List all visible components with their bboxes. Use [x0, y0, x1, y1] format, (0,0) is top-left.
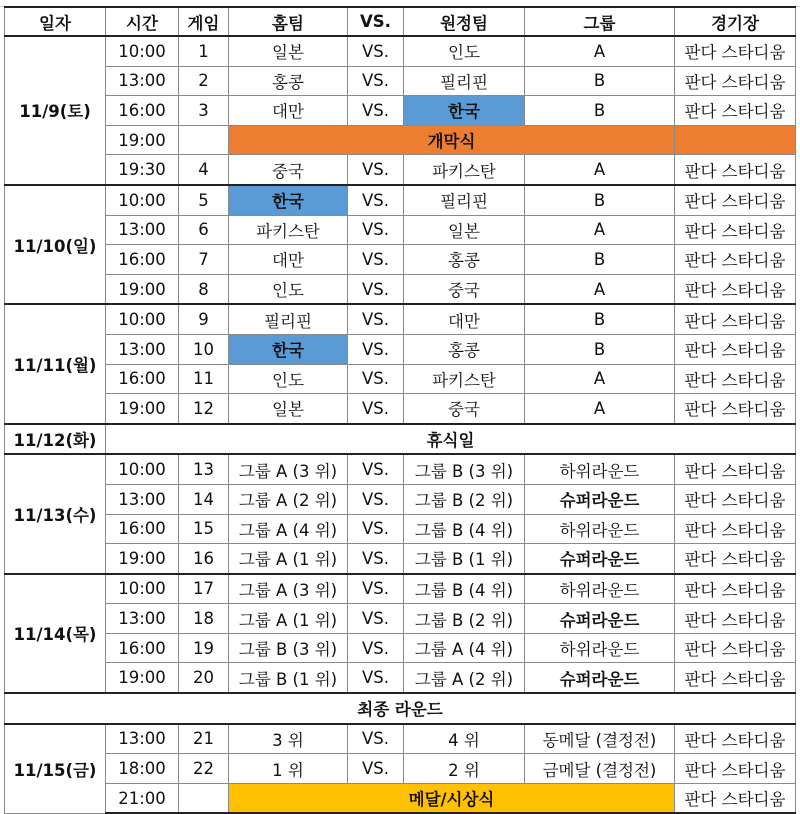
group-cell: 하위라운드	[525, 633, 675, 663]
vs-cell: VS.	[348, 663, 404, 693]
game-cell: 6	[179, 215, 229, 245]
venue-cell: 판다 스타디움	[675, 245, 796, 275]
section-row	[5, 693, 796, 724]
header-row	[5, 7, 796, 36]
col-header-away: 원정팀	[404, 7, 525, 36]
col-header-vs: VS.	[348, 7, 404, 36]
time-cell: 10:00	[106, 304, 179, 334]
time-cell: 19:00	[106, 125, 179, 155]
vs-cell: VS.	[348, 245, 404, 275]
vs-cell: VS.	[348, 66, 404, 96]
table-row	[5, 454, 796, 484]
venue-cell: 판다 스타디움	[675, 484, 796, 514]
home-team-cell: 일본	[229, 394, 348, 424]
game-cell: 15	[179, 514, 229, 544]
vs-cell: VS.	[348, 155, 404, 185]
date-cell: 11/13(수)	[5, 454, 106, 573]
game-cell: 5	[179, 185, 229, 215]
table-row	[5, 245, 796, 275]
date-cell: 11/12(화)	[5, 424, 106, 455]
home-team-cell: 인도	[229, 274, 348, 304]
away-team-cell: 2 위	[404, 754, 525, 784]
game-cell: 17	[179, 574, 229, 604]
group-cell: B	[525, 334, 675, 364]
time-cell: 19:30	[106, 155, 179, 185]
venue-cell: 판다 스타디움	[675, 304, 796, 334]
game-cell: 14	[179, 484, 229, 514]
game-cell: 22	[179, 754, 229, 784]
group-cell: 금메달 (결정전)	[525, 754, 675, 784]
game-cell: 9	[179, 304, 229, 334]
table-row	[5, 514, 796, 544]
home-team-cell: 그룹 B (3 위)	[229, 633, 348, 663]
group-cell: A	[525, 215, 675, 245]
home-team-cell: 인도	[229, 364, 348, 394]
home-team-cell: 중국	[229, 155, 348, 185]
game-cell: 12	[179, 394, 229, 424]
game-cell: 2	[179, 66, 229, 96]
home-team-cell: 한국	[229, 334, 348, 364]
away-team-cell: 그룹 B (2 위)	[404, 484, 525, 514]
away-team-cell: 대만	[404, 304, 525, 334]
venue-cell: 판다 스타디움	[675, 334, 796, 364]
time-cell: 16:00	[106, 245, 179, 275]
venue-cell: 판다 스타디움	[675, 274, 796, 304]
home-team-cell: 1 위	[229, 754, 348, 784]
group-cell: A	[525, 364, 675, 394]
away-team-cell: 그룹 B (3 위)	[404, 454, 525, 484]
vs-cell: VS.	[348, 36, 404, 66]
game-cell: 21	[179, 724, 229, 754]
time-cell: 19:00	[106, 663, 179, 693]
group-cell: 하위라운드	[525, 514, 675, 544]
home-team-cell: 그룹 A (3 위)	[229, 454, 348, 484]
table-row	[5, 304, 796, 334]
vs-cell: VS.	[348, 334, 404, 364]
away-team-cell: 인도	[404, 36, 525, 66]
home-team-cell: 필리핀	[229, 304, 348, 334]
game-cell: 13	[179, 454, 229, 484]
time-cell: 21:00	[106, 783, 179, 813]
time-cell: 19:00	[106, 544, 179, 574]
table-row	[5, 544, 796, 574]
away-team-cell: 파키스탄	[404, 155, 525, 185]
table-row	[5, 364, 796, 394]
vs-cell: VS.	[348, 364, 404, 394]
away-team-cell: 4 위	[404, 724, 525, 754]
time-cell: 13:00	[106, 334, 179, 364]
medal-ceremony-banner: 메달/시상식	[229, 783, 675, 813]
opening-ceremony-banner: 개막식	[229, 125, 675, 155]
home-team-cell: 한국	[229, 185, 348, 215]
table-row	[5, 155, 796, 185]
home-team-cell: 파키스탄	[229, 215, 348, 245]
table-row	[5, 633, 796, 663]
venue-cell: 판다 스타디움	[675, 663, 796, 693]
away-team-cell: 그룹 A (4 위)	[404, 633, 525, 663]
table-row	[5, 66, 796, 96]
group-cell: A	[525, 274, 675, 304]
home-team-cell: 대만	[229, 245, 348, 275]
vs-cell: VS.	[348, 724, 404, 754]
date-cell: 11/15(금)	[5, 724, 106, 814]
game-cell: 7	[179, 245, 229, 275]
schedule-table	[4, 6, 796, 814]
venue-cell: 판다 스타디움	[675, 215, 796, 245]
date-cell: 11/14(목)	[5, 574, 106, 693]
table-row	[5, 185, 796, 215]
table-row	[5, 334, 796, 364]
date-cell: 11/10(일)	[5, 185, 106, 304]
away-team-cell: 중국	[404, 394, 525, 424]
group-cell: B	[525, 185, 675, 215]
col-header-date: 일자	[5, 7, 106, 36]
time-cell: 13:00	[106, 724, 179, 754]
home-team-cell: 그룹 A (1 위)	[229, 604, 348, 634]
home-team-cell: 그룹 A (3 위)	[229, 574, 348, 604]
group-cell	[675, 125, 796, 155]
col-header-time: 시간	[106, 7, 179, 36]
vs-cell: VS.	[348, 514, 404, 544]
away-team-cell: 그룹 B (2 위)	[404, 604, 525, 634]
time-cell: 10:00	[106, 36, 179, 66]
away-team-cell: 홍콩	[404, 334, 525, 364]
table-row	[5, 484, 796, 514]
table-row	[5, 754, 796, 784]
game-cell: 4	[179, 155, 229, 185]
vs-cell: VS.	[348, 604, 404, 634]
col-header-venue: 경기장	[675, 7, 796, 36]
away-team-cell: 그룹 A (2 위)	[404, 663, 525, 693]
col-header-group: 그룹	[525, 7, 675, 36]
col-header-game: 게임	[179, 7, 229, 36]
group-cell: A	[525, 394, 675, 424]
game-cell: 3	[179, 96, 229, 126]
time-cell: 13:00	[106, 604, 179, 634]
venue-cell: 판다 스타디움	[675, 364, 796, 394]
venue-cell: 판다 스타디움	[675, 514, 796, 544]
time-cell: 18:00	[106, 754, 179, 784]
away-team-cell: 필리핀	[404, 185, 525, 215]
venue-cell: 판다 스타디움	[675, 185, 796, 215]
game-cell	[179, 125, 229, 155]
time-cell: 19:00	[106, 274, 179, 304]
venue-cell: 판다 스타디움	[675, 394, 796, 424]
away-team-cell: 그룹 B (4 위)	[404, 514, 525, 544]
rest-day-label: 휴식일	[106, 424, 796, 455]
time-cell: 16:00	[106, 96, 179, 126]
table-row	[5, 96, 796, 126]
time-cell: 16:00	[106, 364, 179, 394]
home-team-cell: 그룹 A (1 위)	[229, 544, 348, 574]
vs-cell: VS.	[348, 574, 404, 604]
group-cell: B	[525, 96, 675, 126]
away-team-cell: 홍콩	[404, 245, 525, 275]
section-title: 최종 라운드	[5, 693, 796, 724]
vs-cell: VS.	[348, 394, 404, 424]
time-cell: 10:00	[106, 185, 179, 215]
table-row	[5, 274, 796, 304]
home-team-cell: 대만	[229, 96, 348, 126]
vs-cell: VS.	[348, 633, 404, 663]
away-team-cell: 한국	[404, 96, 525, 126]
table-row	[5, 574, 796, 604]
table-row	[5, 604, 796, 634]
group-cell: B	[525, 245, 675, 275]
table-row	[5, 215, 796, 245]
game-cell: 1	[179, 36, 229, 66]
date-cell: 11/11(월)	[5, 304, 106, 423]
venue-cell: 판다 스타디움	[675, 96, 796, 126]
time-cell: 13:00	[106, 66, 179, 96]
home-team-cell: 3 위	[229, 724, 348, 754]
group-cell: 하위라운드	[525, 454, 675, 484]
away-team-cell: 파키스탄	[404, 364, 525, 394]
group-cell: 슈퍼라운드	[525, 663, 675, 693]
vs-cell: VS.	[348, 544, 404, 574]
home-team-cell: 그룹 A (4 위)	[229, 514, 348, 544]
group-cell: 슈퍼라운드	[525, 604, 675, 634]
game-cell: 8	[179, 274, 229, 304]
game-cell: 19	[179, 633, 229, 663]
vs-cell: VS.	[348, 484, 404, 514]
group-cell: A	[525, 155, 675, 185]
group-cell: 동메달 (결정전)	[525, 724, 675, 754]
vs-cell: VS.	[348, 754, 404, 784]
game-cell: 18	[179, 604, 229, 634]
group-cell: A	[525, 36, 675, 66]
time-cell: 16:00	[106, 633, 179, 663]
game-cell: 16	[179, 544, 229, 574]
venue-cell: 판다 스타디움	[675, 66, 796, 96]
venue-cell: 판다 스타디움	[675, 544, 796, 574]
game-cell: 10	[179, 334, 229, 364]
group-cell: 하위라운드	[525, 574, 675, 604]
time-cell: 10:00	[106, 454, 179, 484]
group-cell: B	[525, 66, 675, 96]
venue-cell: 판다 스타디움	[675, 574, 796, 604]
vs-cell: VS.	[348, 304, 404, 334]
time-cell: 13:00	[106, 484, 179, 514]
game-cell: 20	[179, 663, 229, 693]
group-cell: B	[525, 304, 675, 334]
col-header-home: 홈팀	[229, 7, 348, 36]
away-team-cell: 그룹 B (4 위)	[404, 574, 525, 604]
home-team-cell: 일본	[229, 36, 348, 66]
venue-cell: 판다 스타디움	[675, 36, 796, 66]
time-cell: 19:00	[106, 394, 179, 424]
home-team-cell: 홍콩	[229, 66, 348, 96]
venue-cell: 판다 스타디움	[675, 155, 796, 185]
table-row	[5, 125, 796, 155]
time-cell: 13:00	[106, 215, 179, 245]
time-cell: 10:00	[106, 574, 179, 604]
table-row	[5, 36, 796, 66]
away-team-cell: 중국	[404, 274, 525, 304]
vs-cell: VS.	[348, 215, 404, 245]
time-cell: 16:00	[106, 514, 179, 544]
venue-cell: 판다 스타디움	[675, 783, 796, 813]
vs-cell: VS.	[348, 454, 404, 484]
home-team-cell: 그룹 B (1 위)	[229, 663, 348, 693]
venue-cell: 판다 스타디움	[675, 754, 796, 784]
away-team-cell: 그룹 B (1 위)	[404, 544, 525, 574]
table-row	[5, 663, 796, 693]
home-team-cell: 그룹 A (2 위)	[229, 484, 348, 514]
rest-day-row	[5, 424, 796, 455]
away-team-cell: 필리핀	[404, 66, 525, 96]
game-cell: 11	[179, 364, 229, 394]
vs-cell: VS.	[348, 185, 404, 215]
vs-cell: VS.	[348, 96, 404, 126]
venue-cell: 판다 스타디움	[675, 604, 796, 634]
group-cell: 슈퍼라운드	[525, 544, 675, 574]
venue-cell: 판다 스타디움	[675, 724, 796, 754]
venue-cell: 판다 스타디움	[675, 633, 796, 663]
vs-cell: VS.	[348, 274, 404, 304]
date-cell: 11/9(토)	[5, 36, 106, 185]
venue-cell: 판다 스타디움	[675, 454, 796, 484]
away-team-cell: 일본	[404, 215, 525, 245]
table-row	[5, 724, 796, 754]
table-row	[5, 394, 796, 424]
schedule-body	[5, 36, 796, 813]
group-cell: 슈퍼라운드	[525, 484, 675, 514]
